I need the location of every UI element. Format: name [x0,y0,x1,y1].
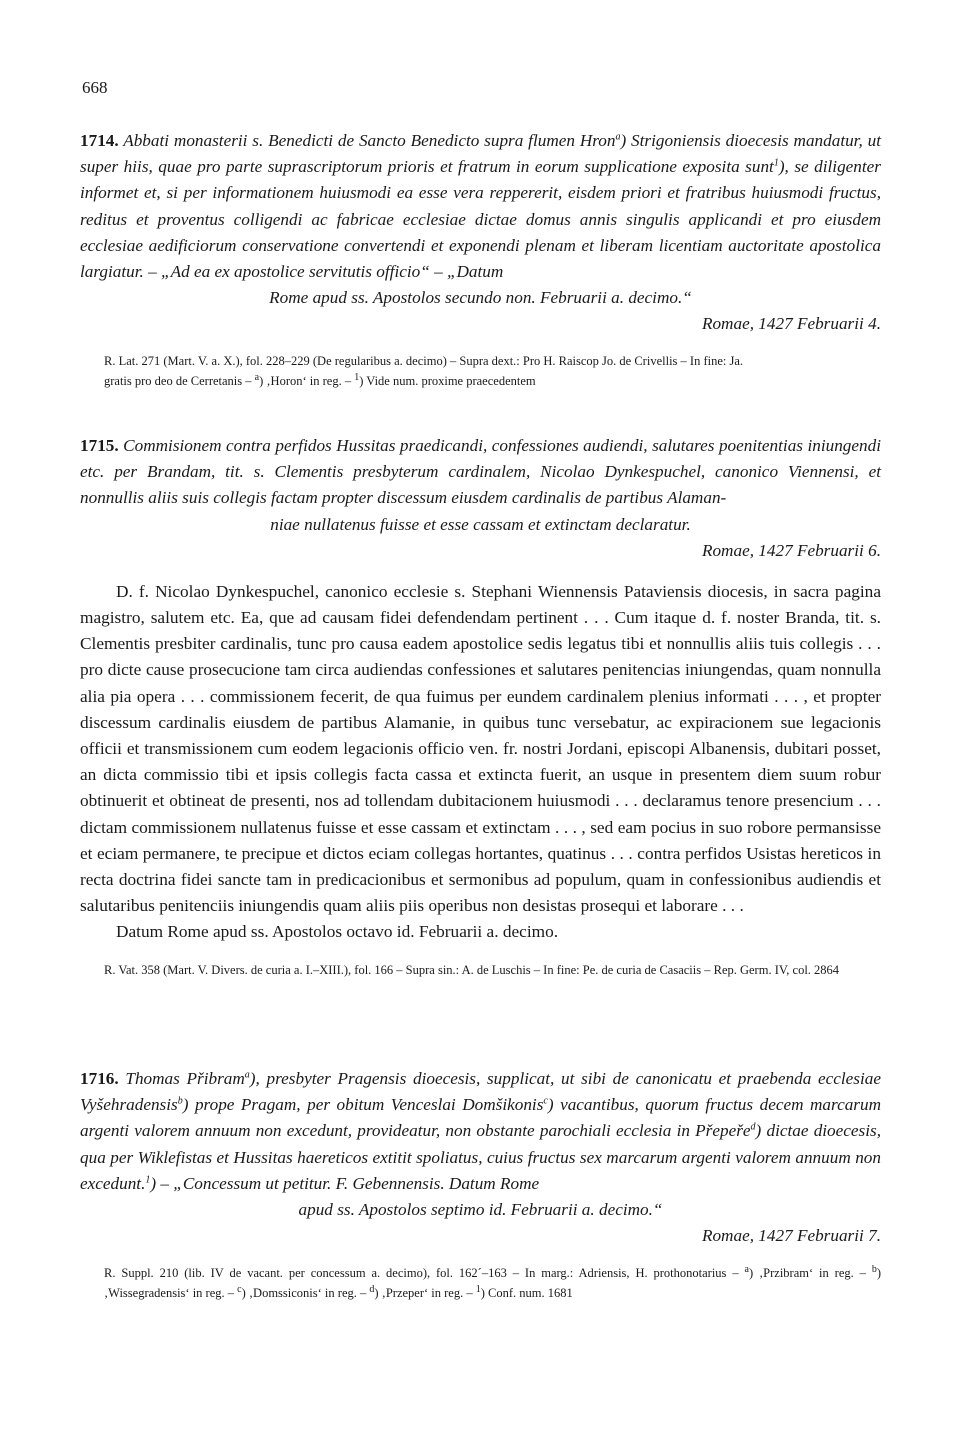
footnote-marker: a [615,131,621,143]
regest-text: ) dictae dioecesis, qua per Wiklefistas et Hussitas haereticos extitit spoliatus, cuius fructus sex marcarum argenti valorem annuum non excedunt. [80,1121,881,1193]
entry-number: 1715. [80,436,119,455]
regest-text: ) prope Pragam, per obitum Venceslai Domšikonis [182,1095,544,1115]
regest-text: Thomas Přibram [125,1069,245,1088]
entry-1714 [80,128,881,391]
document-datum: Datum Rome apud ss. Apostolos octavo id. Februarii a. decimo. [116,922,559,942]
footnote-marker: 1 [773,157,779,169]
entry-date: Romae, 1427 Februarii 7. [701,1226,881,1246]
source-note: R. Vat. 358 (Mart. V. Divers. de curia a. I.–XIII.), fol. 166 – Supra sin.: A. de Luschis – In fine: Pe. de curia de Casaciis – Rep. Germ. IV, col. 2864 [104,962,840,977]
regest-text: ) Strigoniensis dioecesis mandatur, ut super hiis, quae pro parte suprascriptorum prioris et fratrum in eorum supplicatione exposita sunt [80,131,881,177]
regest [80,1066,881,1223]
regest [80,433,881,538]
document-body: D. f. Nicolao Dynkespuchel, canonico ecclesie s. Stephani Wiennensis Pataviensis diocesis, in sacra pagina magistro, salutem etc. Ea, que ad causam fidei defendendam pertinent . . . Cum itaque d. f. noster Branda, tit. s. Clementis presbiter cardinalis, tunc pro causa eadem apostolice sedis legatus tibi et nonnullis aliis tuis collegis . . . pro dicte cause prosecucione tam circa audiendas confessiones et salutares penitencias iniungendas, quam nonnulla alia pia opera . . . commissionem fecerit, de qua fuimus per eundem cardinalem plenius informati . . . , et propter discessum cardinalis eiusdem de partibus Alamanie, in quibus tunc versebatur, ac expiracionem sue legacionis officii et transmissionem cum eodem legacionis officio ven. fr. nostri Jordani, episcopi Albanensis, dubitari posset, an dicta commissio tibi et ipsis collegis facta cassa et extincta fuerit, an usque in presentem diem suum robur obtinuerit et obtineat de presenti, nos ad tollendam dubitacionem huiusmodi . . . declaramus tenore presencium . . . dictam commissionem nullatenus fuisse et esse cassam et extinctam . . . , sed eam pocius in suo robore permansisse et eciam permanere, te precipue et dictos eciam collegas hortantes, quatinus . . . contra perfidos Usistas hereticos in recta doctrina fidei sancte tam in predicacionibus et sermonibus ad populum, quam in confessionibus audiendis et salutaribus penitenciis iniungendis quam aliis piis operibus non desistas prosequi et laborare . . . [80,581,881,916]
source-note: R. Lat. 271 (Mart. V. a. X.), fol. 228–229 (De regularibus a. decimo) – Supra dext.: Pro H. Raiscop Jo. de Crivellis – In fine: Ja. gratis pro deo de Cerretanis – $^a$) ‚Horon‘ in reg. – $^1$) Vide num. proxime praecedentem [104,354,744,389]
regest-text: ), presbyter Pragensis dioecesis, supplicat, ut sibi de canonicatu et praebenda ecclesiae Vyšehradensis [80,1069,881,1115]
entry-date: Romae, 1427 Februarii 6. [701,540,881,560]
regest-closing-line: apud ss. Apostolos septimo id. Februarii a. decimo.“ [298,1200,663,1220]
footnote-marker: d [750,1121,756,1133]
regest-text: Commisionem contra perfidos Hussitas praedicandi, confessiones audiendi, salutares poenitentias iniungendi etc. per Brandam, tit. s. Clementis presbyterum cardinalem, Nicolao Dynkespuchel, canonico Viennensi, et nonnullis aliis suis collegis factam propter discessum eiusdem cardinalis de partibus Alaman- [80,436,881,508]
entry-number: 1716. [80,1069,119,1088]
footnote-marker: a [244,1069,250,1081]
entry-1716 [80,1066,881,1303]
regest-closing-line: Rome apud ss. Apostolos secundo non. Februarii a. decimo.“ [269,288,692,308]
regest [80,128,881,311]
regest-closing-line: niae nullatenus fuisse et esse cassam et extinctam declaratur. [270,514,691,534]
regest-text: ) vacantibus, quorum fructus decem marcarum argenti valorem annuum non excedunt, provideatur, non obstante parochiali ecclesia in Přepeře [80,1095,881,1141]
page-number: 668 [82,78,108,97]
entry-date: Romae, 1427 Februarii 4. [701,314,881,334]
footnote-marker: c [543,1095,548,1107]
regest-text: Abbati monasterii s. Benedicti de Sancto Benedicto supra flumen Hron [123,131,616,150]
entry-number: 1714. [80,131,119,150]
entry-1715 [80,433,881,980]
regest-text: ) – „Concessum ut petitur. F. Gebennensis. Datum Rome [150,1173,540,1193]
regest-text: ), se diligenter informet et, si per informationem huiusmodi ea esse vera reppererit, eisdem priori et fratribus huiusmodi fructus, reditus et proventus colligendi ac fabricae ecclesiae dictae domus annis singulis applicandi et pro eiusdem ecclesiae aedificiorum conservatione convertendi et exponendi plenam et liberam licentiam auctoritate apostolica largiatur. – „Ad ea ex apostolice servitutis officio“ – „Datum [80,157,881,282]
footnote-marker: 1 [145,1174,151,1186]
source-note: R. Suppl. 210 (lib. IV de vacant. per concessum a. decimo), fol. 162´–163 – In marg.: Adriensis, H. prothonotarius – $^a$) ‚Przibram‘ in reg. – $^b$) ‚Wissegradensis‘ in reg. – $^c$) ‚Domssiconis‘ in reg. – $^d$) ‚Przeper‘ in reg. – $^1$) Conf. num. 1681 [104,1264,882,1301]
footnote-marker: b [177,1095,183,1107]
